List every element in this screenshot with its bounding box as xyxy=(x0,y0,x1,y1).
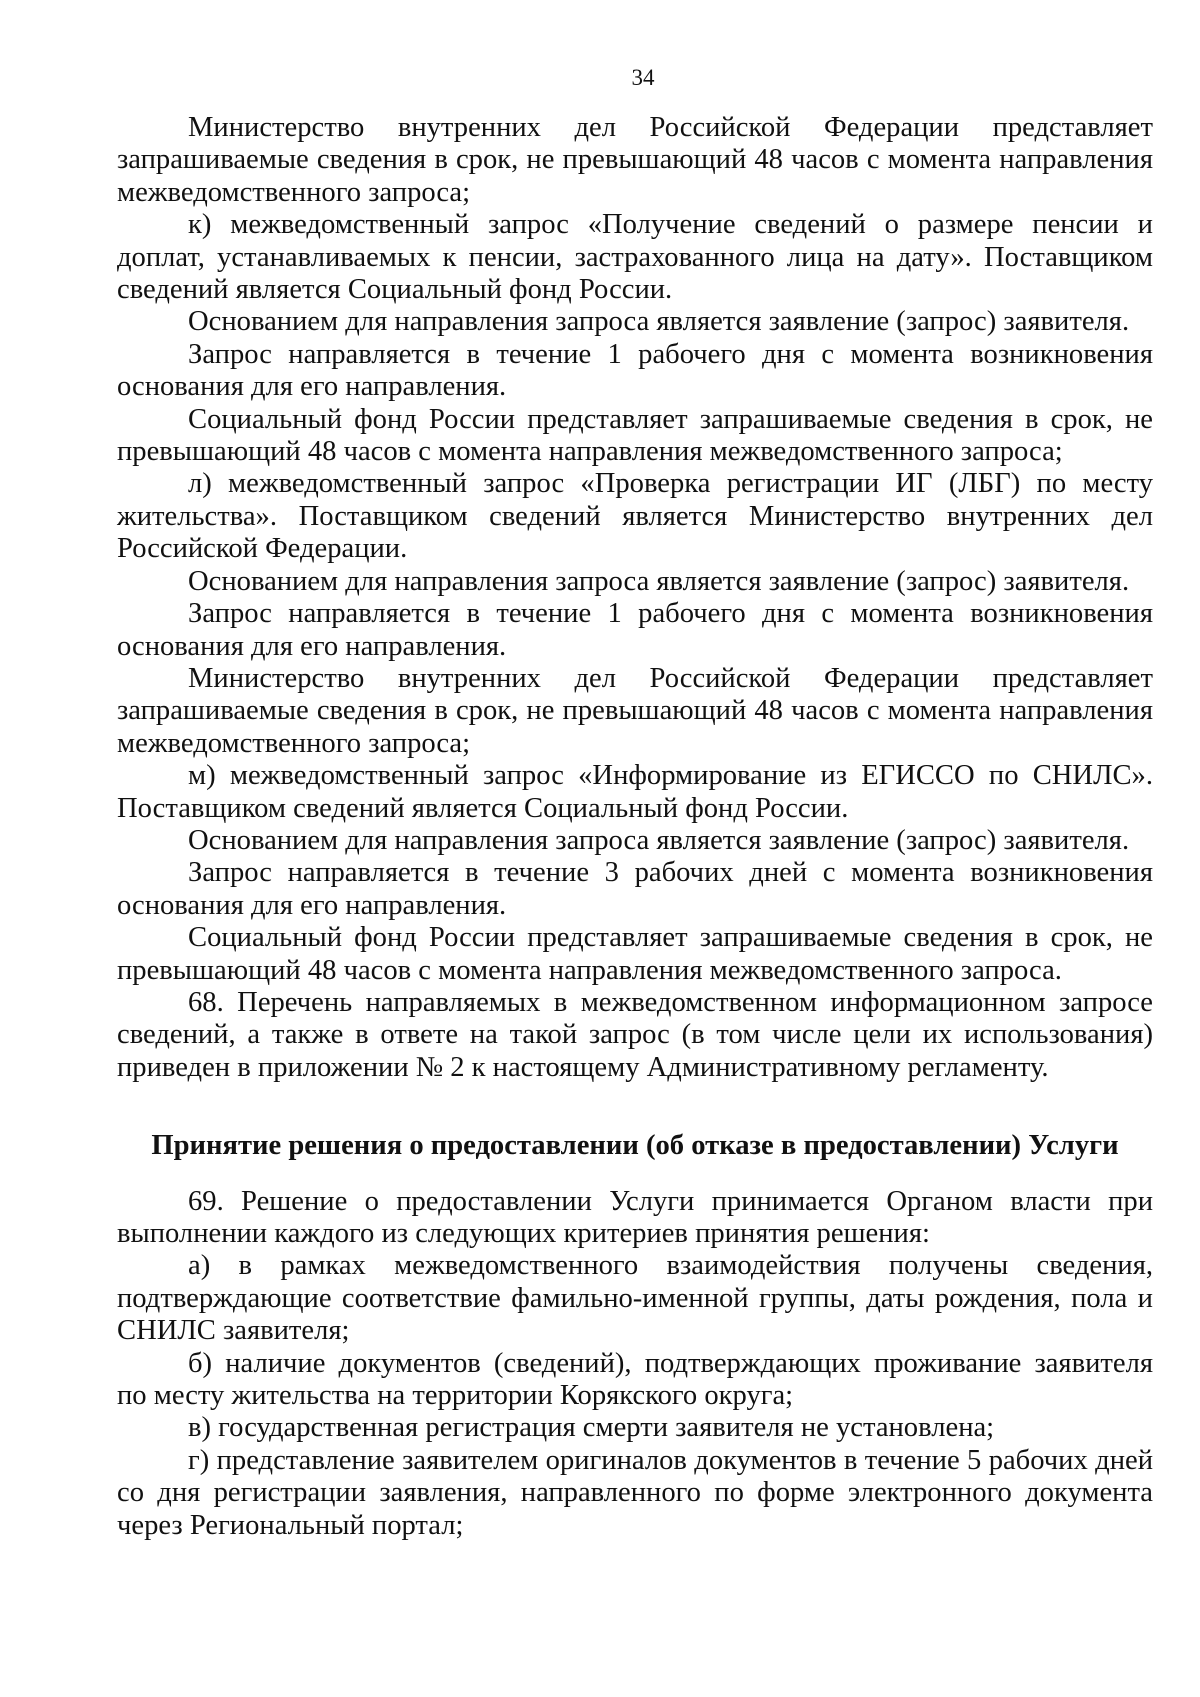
document-page xyxy=(117,64,1153,1542)
paragraph: 69. Решение о предоставлении Услуги принимается Органом власти при выполнении каждого из следующих критериев принятия решения: xyxy=(117,1185,1153,1249)
paragraph: Запрос направляется в течение 1 рабочего дня с момента возникновения основания для его направления. xyxy=(117,598,1153,662)
paragraph: к) межведомственный запрос «Получение сведений о размере пенсии и доплат, устанавливаемых к пенсии, застрахованного лица на дату». Поставщиком сведений является Социальный фонд России. xyxy=(117,209,1153,306)
paragraph: Основанием для направления запроса является заявление (запрос) заявителя. xyxy=(188,565,1130,597)
paragraph: Социальный фонд России представляет запрашиваемые сведения в срок, не превышающий 48 часов с момента направления межведомственного запроса. xyxy=(117,922,1153,986)
paragraph: Министерство внутренних дел Российской Федерации представляет запрашиваемые сведения в срок, не превышающий 48 часов с момента направления межведомственного запроса; xyxy=(117,112,1153,208)
section-heading: Принятие решения о предоставлении (об отказе в предоставлении) Услуги xyxy=(151,1130,1119,1162)
paragraph: Запрос направляется в течение 1 рабочего дня с момента возникновения основания для его направления. xyxy=(117,338,1153,403)
paragraph: г) представление заявителем оригиналов документов в течение 5 рабочих дней со дня регистрации заявления, направленного по форме электронного документа через Региональный портал; xyxy=(117,1444,1153,1541)
paragraph: Запрос направляется в течение 3 рабочих дней с момента возникновения основания для его направления. xyxy=(117,857,1153,921)
paragraph: б) наличие документов (сведений), подтверждающих проживание заявителя по месту жительства на территории Корякского округа; xyxy=(117,1347,1153,1412)
paragraph: 68. Перечень направляемых в межведомственном информационном запросе сведений, а также в ответе на такой запрос (в том числе цели их использования) приведен в приложении № 2 к настоящему Административному регламенту. xyxy=(117,986,1153,1083)
paragraph: м) межведомственный запрос «Информирование из ЕГИССО по СНИЛС». Поставщиком сведений является Социальный фонд России. xyxy=(117,760,1153,824)
paragraph: в) государственная регистрация смерти заявителя не установлена; xyxy=(188,1412,995,1444)
paragraph: а) в рамках межведомственного взаимодействия получены сведения, подтверждающие соответствие фамильно-именной группы, даты рождения, пола и СНИЛС заявителя; xyxy=(117,1250,1153,1347)
paragraph: Социальный фонд России представляет запрашиваемые сведения в срок, не превышающий 48 часов с момента направления межведомственного запроса; xyxy=(117,403,1153,468)
paragraph: Основанием для направления запроса является заявление (запрос) заявителя. xyxy=(188,306,1130,338)
paragraph: Министерство внутренних дел Российской Федерации представляет запрашиваемые сведения в срок, не превышающий 48 часов с момента направления межведомственного запроса; xyxy=(117,662,1153,759)
paragraph: Основанием для направления запроса является заявление (запрос) заявителя. xyxy=(188,824,1130,856)
page-number: 34 xyxy=(631,65,655,90)
paragraph: л) межведомственный запрос «Проверка регистрации ИГ (ЛБГ) по месту жительства». Поставщиком сведений является Министерство внутренних дел Российской Федерации. xyxy=(117,468,1153,565)
